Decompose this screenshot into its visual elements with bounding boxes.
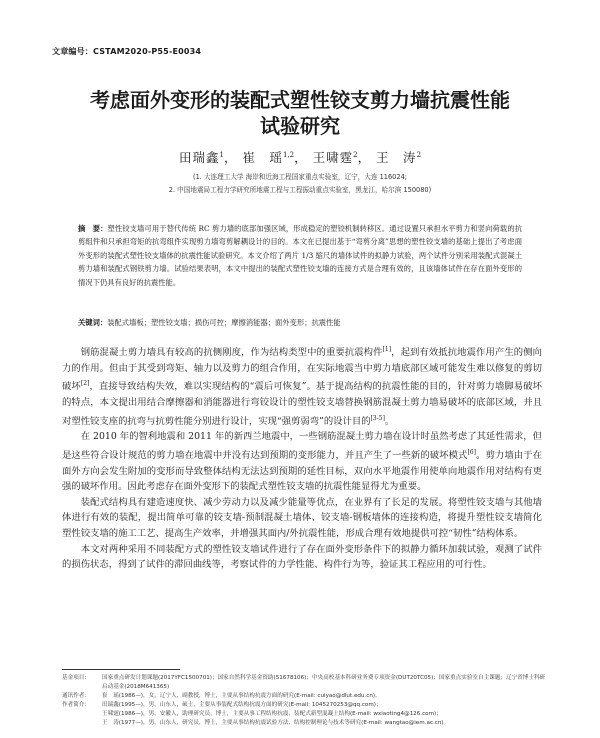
author-name: 崔 瑶: [242, 150, 283, 165]
body-paragraph: [62, 542, 542, 573]
body-text: [62, 342, 542, 573]
footnote-key: 通讯作者：: [62, 692, 90, 699]
paper-title-line1: 考虑面外变形的装配式塑性铰支剪力墙抗震性能: [90, 88, 510, 112]
paragraph-text: 装配式结构具有建造速度快、减少劳动力以及减少能量等优点，在业界有了长足的发展。将塑性铰支墙与其他墙体进行有效的装配，提出简单可靠的铰支墙-预制混凝土墙体、铰支墙-钢板墙体的连接构造，将提升塑性铰支墙简化塑性铰支墙的施工工艺、提高生产效率，并增强其面内/外抗震性能，形成合理有效地提供可控“韧性”结构体系。: [62, 496, 542, 539]
author-affiliation-mark: 2: [353, 150, 358, 159]
body-paragraph: [62, 429, 542, 494]
citation: [1]: [382, 346, 392, 353]
footnote-author-bio: [62, 701, 546, 710]
footnote-key: [62, 710, 102, 719]
paragraph-text: 钢筋混凝土剪力墙具有较高的抗侧刚度，作为结构类型中的重要抗震构件: [80, 347, 383, 359]
footnote-key: 作者简介：: [62, 701, 90, 708]
keywords-text: 装配式墙板；塑性铰支墙；损伤可控；摩擦消能器；面外变形；抗震性能: [107, 318, 341, 327]
paragraph-text: 本文对两种采用不同装配方式的塑性铰支墙试件进行了存在面外变形条件下的拟静力循环加载试验，观测了试件的损伤状态，得到了试件的滞回曲线等，考察试件的力学性能、构件行为等，验证其工程应用的可行性。: [62, 543, 542, 571]
body-paragraph: [62, 495, 542, 542]
affiliation-1: (1. 大连理工大学 海岸和近海工程国家重点实验室，辽宁，大连 116024;: [193, 173, 407, 181]
author-name: 王啸霆: [312, 150, 354, 165]
paragraph-text: 。剪力墙由于在面外方向会发生附加的变形而导致整体结构无法达到预期的延性目标，双向水平地震作用使单向地震作用对结构有更强的破坏作用。因此考虑存在面外变形下的装配式塑性铰支墙的抗震性能显得尤为重要。: [62, 450, 542, 493]
footnote-value: 王啸霆(1986—)，男，安徽人，助理研究员，博士，主要从事工程结构抗震、装配式新型混凝土结构(E-mail: wxiaoting4@126.com)；: [102, 710, 442, 717]
footnote-author-bio: [62, 710, 546, 719]
paragraph-text: ，直接导致结构失效，难以实现结构的“震后可恢复”。基于提高结构的抗震性能的目的，针对剪力墙脚易破坏的特点，本文提出用结合摩擦器和消能器进行弯铰设计的塑性铰支墙替换钢筋混凝土剪力墙易破坏的底部区域，并且对塑性铰支座的抗弯与抗剪性能分别进行设计，实现“强剪弱弯”的设计目的: [62, 381, 542, 427]
abstract-label: 摘 要：: [78, 224, 108, 233]
body-paragraph: [62, 342, 542, 429]
author-list: 田瑞鑫$^1$， 崔 瑶$^{1,2}$， 王啸霆$^2$， 王 涛$^2$: [178, 150, 422, 165]
keywords: [78, 318, 522, 328]
footnote-key: [62, 719, 102, 728]
footnote-value: 崔 瑶(1986—)，女，辽宁人，副教授，博士，主要从事结构抗震方面的研究(E-mail: cuiyao@dlut.edu.cn)。: [102, 692, 381, 699]
author-affiliation-mark: 1,2: [282, 150, 295, 159]
article-id: 文章编号：CSTAM2020-P55-E0034: [52, 47, 202, 56]
footnote-corresponding: [62, 692, 546, 701]
author-affiliation-mark: 2: [416, 150, 422, 159]
paragraph-text: ，起到有效抵抗地震作用产生的侧向力的作用。但由于其受到弯矩、轴力以及剪力的组合作用，在实际地震当中剪力墙底部区域可能发生难以修复的剪切破坏: [62, 347, 542, 393]
footnote-value: 国家重点研发计划课题(2017YFC1500701)；国家自然科学基金资助(51678106)；中央高校基本科研业务费专项资金(DUT20TC05)；国家重点实验室自主课题；辽宁省博士科研启动基金(2018M641365): [102, 675, 546, 690]
abstract: [78, 222, 522, 289]
author-affiliation-mark: 1: [219, 150, 224, 159]
footnote-value: 田瑞鑫(1995—)，男，山东人，硕士，主要从事装配式结构抗震方面的研究(E-mail: 1045270253@qq.com)；: [102, 701, 382, 708]
keywords-label: 关键词：: [78, 318, 108, 327]
footnote-rule: [62, 669, 180, 670]
paper-title-line2: 试验研究: [260, 114, 340, 138]
footnote-value: 王 涛(1977—)，男，山东人，研究员，博士，主要从事结构抗震试验方法、结构控制理论与技术等研究(E-mail: wangtao@iem.ac.cn)。: [102, 719, 450, 726]
affiliation-2: 2. 中国地震局工程力学研究所地震工程与工程振动重点实验室，黑龙江，哈尔滨 150080): [168, 186, 432, 194]
footnote-funding: [62, 674, 546, 692]
citation: [2]: [80, 380, 90, 388]
abstract-text: 塑性铰支墙可用于替代传统 RC 剪力墙的底部加强区域，形成稳定的塑铰机制转移区。通过设置只承担水平剪力和竖向荷载的抗剪组件和只承担弯矩的抗弯组件实现剪力墙弯剪解耦设计的目的。本文在已提出基于“弯剪分离”思想的塑性铰支墙的基础上提出了考虑面外变形的装配式塑性铰支墙体的抗震性能试验研究。本文介绍了两片 1/3 缩尺的墙体试件的拟静力试验，两个试件分别采用装配式混凝土剪力墙和装配式钢铁剪力墙。试验结果表明，本文中提出的装配式塑性铰支墙的连接方式是合理有效的，且该墙体试件在存在面外变形的情况下仍具有良好的抗震性能。: [78, 224, 522, 287]
author-name: 王 涛: [376, 150, 417, 165]
citation: [3-5]: [370, 414, 385, 422]
paragraph-text: 在 2010 年的智利地震和 2011 年的新西兰地震中，一些钢筋混凝土剪力墙在设计时虽然考虑了其延性需求，但是这些符合设计规范的剪力墙在地震中并没有达到预期的变形能力，并且产生了一些新的破坏模式: [62, 431, 542, 461]
citation: [6]: [467, 448, 476, 456]
footnotes: [62, 674, 546, 727]
author-name: 田瑞鑫: [178, 150, 220, 165]
paragraph-text: 。: [384, 415, 395, 427]
footnote-key: 基金项目：: [62, 675, 90, 681]
footnote-author-bio: [62, 719, 546, 728]
